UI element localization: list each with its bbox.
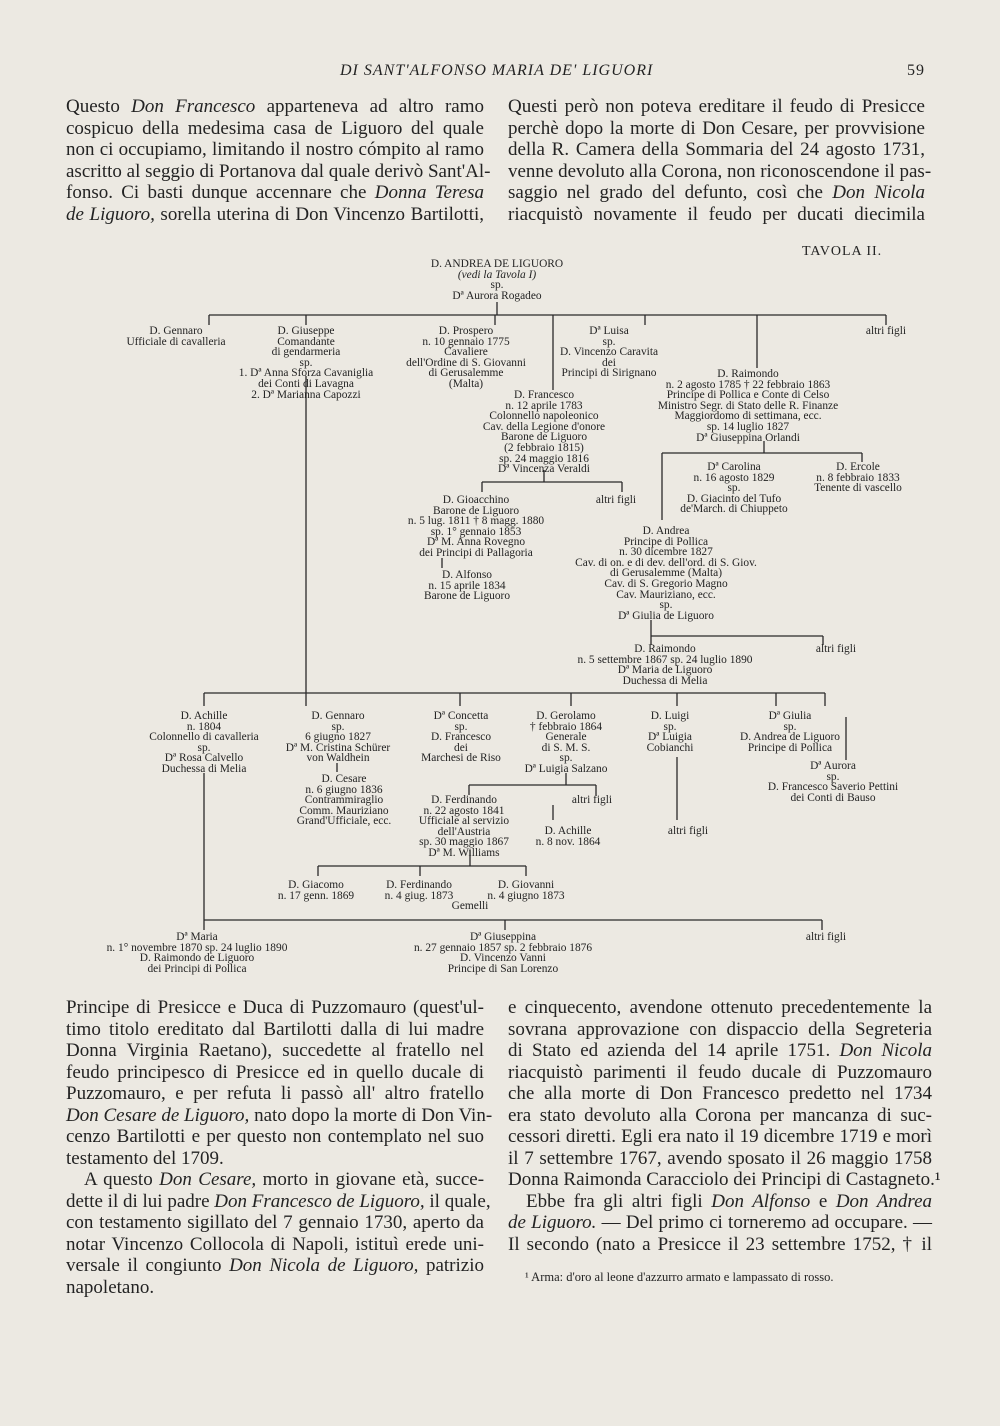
genealogy-line: 6 giugno 1827	[305, 731, 371, 744]
genealogy-line: dei Principi di Pallagoria	[419, 546, 533, 559]
genealogy-line: D. Ferdinando	[431, 794, 497, 806]
text-run: dette il di lui padre	[66, 1190, 215, 1212]
text-run: ascritto al seggio di Portanova dal quale derivò Sant'Al-	[66, 160, 491, 182]
genealogy-line: n. 1804	[186, 720, 222, 733]
genealogy-line: n. 5 lug. 1811 † 8 magg. 1880	[407, 515, 545, 528]
node-achille-2	[536, 826, 601, 847]
running-title: DI SANT'ALFONSO MARIA DE' LIGUORI	[340, 62, 654, 79]
text-run: e	[810, 1190, 836, 1212]
genealogy-line: (vedi la Tavola I)	[457, 268, 537, 281]
text-run: versale il congiunto	[66, 1255, 230, 1276]
genealogy-line: D. Gioacchino	[442, 494, 510, 506]
genealogy-line: dei Conti di Lavagna	[258, 377, 354, 390]
text-run: napoletano.	[66, 1276, 155, 1298]
node-gioacchino	[408, 495, 544, 559]
text-run: patrizio	[418, 1255, 484, 1276]
genealogy-line: n. 6 giugno 1836	[305, 783, 383, 796]
text-run: Donna Raimonda Caracciolo dei Principi di Castagneto.¹	[508, 1169, 941, 1190]
genealogy-line: sp.	[490, 279, 504, 292]
genealogy-line: Dª Aurora Rogadeo	[452, 289, 542, 302]
genealogy-line: D. Andrea de Liguoro	[740, 731, 840, 744]
tavola-label: TAVOLA II.	[802, 244, 883, 259]
node-altri-figli-1	[866, 326, 906, 337]
node-aurora	[768, 761, 898, 803]
text-run: saggio nel grado del defunto, così che	[508, 182, 833, 203]
node-andrea	[575, 526, 757, 621]
text-line	[66, 1083, 484, 1105]
node-luisa	[560, 326, 658, 379]
genealogy-line: Ufficiale al servizio	[418, 815, 510, 828]
text-run: Donna Virginia Raetano), succedette al fratello nel	[66, 1040, 484, 1061]
genealogy-line: Comm. Mauriziano	[299, 804, 389, 817]
text-line	[66, 1126, 484, 1148]
genealogy-line: Marchesi de Riso	[421, 752, 501, 765]
node-giacomo	[278, 880, 354, 901]
text-line	[66, 1148, 484, 1170]
node-altri-figli-6	[806, 932, 846, 943]
genealogy-line: altri figli	[865, 325, 907, 337]
bottom-left-paragraph	[66, 997, 493, 1298]
genealogy-line: n. 5 settembre 1867 sp. 24 luglio 1890	[577, 653, 753, 666]
genealogy-line: D. Cesare	[321, 773, 367, 785]
genealogy-line: Barone de Liguoro	[432, 504, 520, 517]
genealogy-line: dei	[602, 356, 616, 369]
text-line	[508, 1105, 932, 1127]
genealogy-line: dei	[454, 741, 468, 754]
text-run: riacquistò novamente il feudo per ducati diecimila	[508, 203, 925, 225]
genealogy-line: Generale	[545, 731, 587, 744]
label-gemelli	[452, 901, 489, 912]
text-line	[508, 1191, 932, 1213]
italic-name: Don Nicola	[839, 1040, 933, 1061]
genealogy-line: Cobianchi	[646, 741, 694, 754]
genealogy-line: altri figli	[815, 643, 857, 655]
genealogy-line: Dª Maria	[176, 931, 218, 943]
genealogy-line: Dª Vincenza Veraldi	[498, 463, 590, 476]
node-concetta	[421, 711, 501, 764]
genealogy-line: n. 4 giug. 1873	[384, 889, 454, 902]
genealogy-line: sp.	[663, 720, 677, 733]
node-giuseppe	[239, 326, 373, 400]
text-line	[66, 1212, 484, 1234]
genealogy-line: n. 2 agosto 1785 † 22 febbraio 1863	[665, 378, 831, 391]
text-line	[66, 997, 484, 1019]
genealogy-line: Dª Luigia Salzano	[524, 762, 608, 775]
genealogy-line: sp.	[659, 599, 673, 612]
genealogy-line: altri figli	[805, 931, 847, 943]
genealogy-line: Colonnello di cavalleria	[149, 731, 259, 744]
text-line	[508, 1148, 932, 1170]
text-run: riacquistò parimenti il feudo ducale di Puzzomauro	[508, 1061, 932, 1083]
genealogy-line: Colonnello napoleonico	[489, 410, 599, 423]
genealogy-line: sp.	[454, 720, 468, 733]
genealogy-line: Cav. della Legione d'onore	[482, 420, 606, 433]
genealogy-line: Ministro Segr. di Stato delle R. Finanze	[657, 399, 839, 412]
genealogy-line: Cav. di on. e di dev. dell'ord. di S. Giov.	[575, 556, 757, 569]
node-gennaro-2	[286, 711, 390, 764]
genealogy-line: von Waldhein	[306, 752, 370, 765]
text-line	[66, 1190, 491, 1213]
text-run: era stato devoluto alla Corona per mancanza di suc-	[508, 1104, 932, 1126]
text-line	[66, 1255, 484, 1277]
genealogy-line: D. Giacomo	[288, 879, 344, 891]
node-gerolamo	[525, 711, 608, 775]
node-andrea-de-liguoro	[431, 259, 563, 301]
genealogy-line: D. Achille	[544, 825, 592, 837]
text-run: della R. Camera della Sommaria del 24 agosto 1731,	[508, 139, 925, 160]
node-carolina	[680, 462, 787, 515]
italic-name: Don Alfonso	[711, 1190, 811, 1212]
genealogy-line: D. Francesco	[513, 389, 575, 401]
genealogy-line: D. Giovanni	[497, 879, 555, 891]
text-run: di Stato ed azienda del 14 aprile 1751.	[508, 1040, 840, 1061]
node-ercole	[814, 462, 902, 494]
genealogy-line: Dª Giulia de Liguoro	[618, 609, 714, 622]
italic-name: de Liguoro.	[508, 1212, 597, 1233]
text-line	[508, 1062, 932, 1084]
genealogy-line: n. 15 aprile 1834	[428, 579, 506, 592]
italic-name: Don Cesare,	[159, 1169, 257, 1190]
genealogy-line: D. Gerolamo	[536, 710, 596, 722]
text-run: il 7 settembre 1767, avendo sposato il 26 maggio 1758	[508, 1147, 932, 1169]
text-run: il quale,	[424, 1190, 491, 1212]
text-line	[508, 1040, 932, 1062]
genealogy-line: Dª Maria de Liguoro	[617, 664, 713, 677]
genealogy-line: sp.	[826, 770, 840, 783]
italic-name: Don Cesare de Liguoro,	[66, 1104, 250, 1126]
genealogy-line: † febbraio 1864	[529, 720, 603, 733]
node-raimondo-2	[578, 644, 753, 686]
text-run: feudo principesco di Presicce ed in quello ducale di	[66, 1061, 484, 1083]
genealogy-line: sp.	[559, 752, 573, 765]
genealogy-line: altri figli	[667, 825, 709, 837]
genealogy-line: sp. 24 maggio 1816	[499, 452, 589, 465]
node-raimondo-1	[658, 369, 838, 443]
italic-name: Don Nicola	[832, 182, 925, 203]
genealogy-line: Dª Concetta	[433, 710, 489, 722]
text-run: Puzzomauro, e per refuta li passò all' altro fratello	[66, 1083, 484, 1104]
text-line	[508, 997, 932, 1019]
genealogy-line: 2. Dª Marianna Capozzi	[251, 388, 361, 401]
genealogy-line: Dª Carolina	[707, 461, 761, 473]
node-prospero	[406, 326, 526, 390]
genealogy-line: Principe di Pollica	[747, 741, 833, 754]
genealogy-line: Dª Giuseppina	[469, 931, 537, 943]
node-giovanni	[487, 880, 564, 901]
genealogy-line: n. 8 nov. 1864	[535, 835, 601, 848]
text-run: nato dopo la morte di Don Vin-	[249, 1104, 493, 1126]
genealogy-line: Dª Giuseppina Orlandi	[696, 431, 800, 444]
text-line	[66, 1062, 484, 1084]
text-run: notar Vincenzo Collocola di Napoli, istituì erede uni-	[66, 1233, 484, 1255]
genealogy-line: dei Conti di Bauso	[790, 791, 876, 804]
genealogy-line: D. Gennaro	[149, 325, 203, 337]
genealogy-line: n. 27 gennaio 1857 sp. 2 febbraio 1876	[413, 941, 593, 954]
node-luigi	[647, 711, 694, 753]
genealogy-line: de'March. di Chiuppeto	[680, 503, 788, 516]
text-line	[66, 1234, 484, 1256]
text-line	[508, 1083, 932, 1105]
italic-name: Donna Teresa	[374, 182, 484, 203]
genealogy-line: D. Gennaro	[311, 710, 365, 722]
genealogy-line: D. Giacinto del Tufo	[686, 492, 782, 505]
genealogy-line: Ufficiale di cavalleria	[126, 335, 226, 348]
text-line	[66, 1019, 484, 1041]
genealogy-line: Maggiordomo di settimana, ecc.	[674, 410, 822, 423]
genealogy-line: Dª Rosa Calvello	[164, 752, 244, 765]
text-run: perchè dopo la morte di Don Cesare, per provvisione	[508, 117, 925, 139]
text-line	[508, 1126, 932, 1148]
genealogy-line: Principe di Pollica	[623, 535, 709, 548]
genealogy-line: Cavaliere	[444, 346, 488, 359]
node-altri-figli-4	[572, 795, 612, 806]
genealogy-line: (Malta)	[448, 377, 484, 390]
text-line	[66, 1169, 484, 1191]
node-ferdinando	[419, 795, 509, 859]
text-line	[508, 1169, 941, 1191]
genealogy-line: n. 1° novembre 1870 sp. 24 luglio 1890	[106, 941, 288, 954]
text-run: venne devoluto alla Corona, non riconoscendone il pas-	[508, 160, 932, 182]
text-run: sorella uterina di Don Vincenzo Bartilotti,	[154, 203, 484, 225]
text-run: Questi però non poteva ereditare il feudo di Presicce	[508, 96, 925, 117]
genealogy-line: sp. 1° gennaio 1853	[430, 525, 522, 538]
text-run: apparteneva ad altro ramo	[255, 96, 484, 117]
genealogy-line: altri figli	[595, 494, 637, 506]
node-achille	[149, 711, 258, 775]
genealogy-line: Contrammiraglio	[304, 794, 384, 807]
genealogy-line: Principe di San Lorenzo	[447, 962, 559, 975]
genealogy-line: Comandante	[277, 335, 335, 348]
genealogy-line: di S. M. S.	[541, 741, 591, 754]
genealogy-line: D. Ercole	[836, 461, 880, 473]
genealogy-line: Barone de Liguoro	[500, 431, 588, 444]
node-altri-figli-5	[668, 826, 708, 837]
text-run: con testamento sigillato del 7 gennaio 1730, aperto da	[66, 1212, 484, 1233]
genealogy-line: sp.	[727, 482, 741, 495]
genealogy-line: sp.	[299, 356, 313, 369]
node-gennaro	[126, 326, 225, 347]
text-run: non ci occupiamo, limitando il nostro cómpito al ramo	[66, 139, 484, 160]
genealogy-line: Dª M. Cristina Schürer	[285, 741, 391, 754]
genealogy-line: n. 10 gennaio 1775	[422, 335, 510, 348]
genealogy-line: (2 febbraio 1815)	[504, 441, 584, 454]
genealogy-line: Dª M. Williams	[428, 846, 500, 859]
genealogy-line: n. 16 agosto 1829	[693, 471, 775, 484]
text-line	[508, 1234, 932, 1256]
genealogy-line: sp.	[331, 720, 345, 733]
text-line	[66, 1277, 484, 1299]
genealogy-line: n. 4 giugno 1873	[487, 889, 565, 902]
genealogy-line: D. Ferdinando	[386, 879, 452, 891]
italic-name: Don Francesco	[131, 96, 256, 117]
text-run: — Del primo ci torneremo ad occupare. —	[596, 1212, 932, 1233]
node-cesare	[297, 774, 392, 827]
page-number: 59	[907, 62, 925, 79]
genealogy-line: di Gerusalemme	[428, 367, 504, 380]
genealogy-line: D. Raimondo de Liguoro	[139, 952, 255, 965]
italic-name: Don Andrea	[835, 1190, 932, 1212]
genealogy-line: D. Achille	[180, 710, 228, 722]
text-line	[66, 1040, 484, 1062]
genealogy-line: Dª Luigia	[648, 731, 692, 744]
node-alfonso	[424, 570, 510, 602]
genealogy-line: D. Francesco	[430, 731, 492, 744]
text-run: Questo	[66, 96, 132, 117]
genealogy-line: n. 12 aprile 1783	[505, 399, 583, 412]
genealogy-line: Barone de Liguoro	[423, 590, 511, 603]
text-run: Principe di Presicce e Duca di Puzzomauro (quest'ul-	[66, 997, 484, 1018]
genealogy-line: dei Principi di Pollica	[147, 962, 247, 975]
genealogy-line: sp.	[602, 335, 616, 348]
text-run: cessori diretti. Egli era nato il 19 dicembre 1719 e morì	[508, 1126, 932, 1147]
genealogy-line: D. Raimondo	[634, 643, 696, 655]
genealogy-line: Dª M. Anna Rovegno	[426, 536, 526, 549]
genealogy-line: dell'Austria	[437, 825, 491, 838]
genealogy-line: D. Raimondo	[717, 368, 779, 380]
text-run: Ebbe fra gli altri figli	[526, 1190, 712, 1212]
genealogy-line: altri figli	[571, 794, 613, 806]
genealogy-line: 1. Dª Anna Sforza Cavaniglia	[238, 367, 374, 380]
text-line	[508, 1019, 932, 1041]
footnote: ¹ Arma: d'oro al leone d'azzurro armato e lampassato di rosso.	[525, 1270, 834, 1284]
italic-name: de Liguoro,	[66, 203, 155, 225]
genealogy-line: Dª Aurora	[810, 760, 856, 772]
text-run: e cinquecento, avendone ottenuto precedentemente la	[508, 997, 932, 1018]
genealogy-line: n. 22 agosto 1841	[423, 804, 505, 817]
genealogy-line: dell'Ordine di S. Giovanni	[406, 356, 526, 369]
text-run: timo titolo ereditato dal Bartilotti dalla di lui madre	[66, 1018, 484, 1040]
node-francesco	[483, 390, 605, 475]
genealogy-line: Duchessa di Melia	[161, 762, 247, 775]
genealogy-line: Tenente di vascello	[814, 482, 902, 495]
italic-name: Don Francesco de Liguoro,	[214, 1190, 425, 1212]
genealogy-line: D. Giuseppe	[277, 325, 335, 337]
node-altri-figli-3	[816, 644, 856, 655]
node-maria	[107, 932, 288, 974]
genealogy-line: sp.	[197, 741, 211, 754]
genealogy-line: D. Prospero	[438, 325, 494, 337]
italic-name: Don Nicola de Liguoro,	[229, 1255, 419, 1276]
genealogy-line: D. Francesco Saverio Pettini	[767, 781, 899, 794]
genealogy-line: Cav. di S. Gregorio Magno	[604, 577, 728, 590]
genealogy-line: Cav. Mauriziano, ecc.	[616, 588, 716, 601]
text-line	[66, 1104, 493, 1127]
text-run: testamento del 1709.	[66, 1147, 224, 1169]
genealogy-line: Duchessa di Melia	[622, 674, 708, 687]
genealogy-line: D. Alfonso	[441, 569, 492, 581]
genealogy-line: di gendarmeria	[271, 346, 341, 359]
text-run: che alla morte di Don Francesco predetto nel 1734	[508, 1083, 932, 1104]
text-line	[508, 1212, 932, 1234]
genealogy-line: n. 30 dicembre 1827	[619, 546, 713, 559]
text-run: sovrana approvazione con dispaccio della Segreteria	[508, 1018, 932, 1040]
genealogy-line: D. Luigi	[650, 710, 690, 722]
text-run: Il secondo (nato a Presicce il 23 settembre 1752, † il	[508, 1233, 932, 1255]
node-giulia	[740, 711, 840, 753]
genealogy-line: n. 8 febbraio 1833	[816, 471, 900, 484]
bottom-right-paragraph	[508, 997, 941, 1255]
genealogy-line: di Gerusalemme (Malta)	[610, 567, 722, 580]
text-run: cenzo Bartilotti e per questo non contemplato nel suo	[66, 1126, 484, 1147]
genealogy-line: D. Andrea	[642, 525, 690, 537]
genealogy-line: D. Vincenzo Vanni	[460, 952, 546, 965]
node-giuseppina	[414, 932, 592, 974]
node-ferdinando-2	[385, 880, 454, 901]
genealogy-line: sp. 30 maggio 1867	[419, 836, 509, 849]
genealogy-line: D. ANDREA DE LIGUORO	[430, 258, 564, 270]
text-run: cospicuo della medesima casa de Liguoro del quale	[66, 117, 484, 139]
genealogy-line: sp.	[783, 720, 797, 733]
text-run: A questo	[84, 1169, 160, 1190]
genealogy-line: Gemelli	[451, 900, 489, 912]
genealogy-line: Dª Giulia	[768, 710, 812, 722]
genealogy-line: Dª Luisa	[589, 325, 629, 337]
text-run: morto in giovane età, succe-	[256, 1169, 485, 1190]
node-altri-figli-2	[596, 495, 636, 506]
genealogy-line: n. 17 genn. 1869	[277, 889, 355, 902]
genealogy-line: Principe di Pollica e Conte di Celso	[666, 389, 830, 402]
genealogy-line: sp. 14 luglio 1827	[706, 420, 790, 433]
genealogy-line: Grand'Ufficiale, ecc.	[296, 815, 392, 828]
genealogy-line: D. Vincenzo Caravita	[559, 346, 659, 359]
text-run: fonso. Ci basti dunque accennare che	[66, 182, 375, 203]
genealogy-line: Principi di Sirignano	[561, 367, 657, 380]
